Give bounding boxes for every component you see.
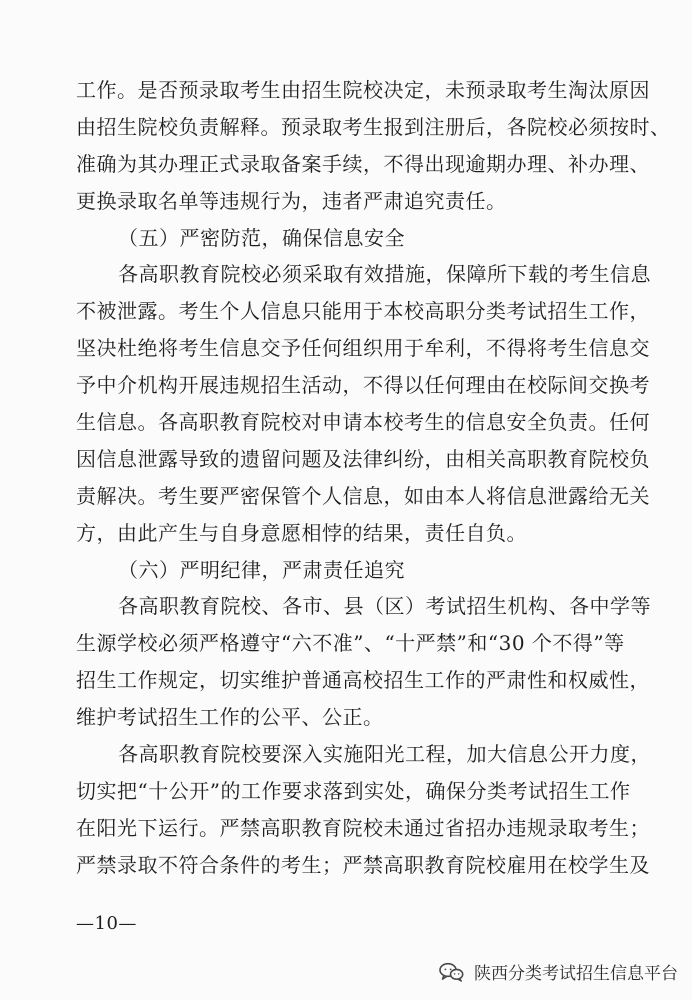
- text-line: 予中介机构开展违规招生活动，不得以任何理由在校际间交换考: [76, 373, 650, 398]
- section-heading: （五）严密防范，确保信息安全: [118, 225, 405, 250]
- text-line: 坚决杜绝将考生信息交予任何组织用于牟利，不得将考生信息交: [76, 336, 650, 361]
- text-line: 各高职教育院校必须采取有效措施，保障所下载的考生信息: [118, 262, 651, 287]
- text-line: 切实把“十公开”的工作要求落到实处，确保分类考试招生工作: [76, 778, 631, 803]
- document-body: [76, 72, 671, 884]
- text-line: 方，由此产生与自身意愿相悖的结果，责任自负。: [76, 520, 527, 545]
- text-line: 各高职教育院校要深入实施阳光工程，加大信息公开力度，: [118, 742, 651, 767]
- text-line: 生信息。各高职教育院校对申请本校考生的信息安全负责。任何: [76, 410, 650, 435]
- text-line: 工作。是否预录取考生由招生院校决定，未预录取考生淘汰原因: [76, 78, 650, 102]
- text-line: 维护考试招生工作的公平、公正。: [76, 705, 384, 730]
- text-line: 不被泄露。考生个人信息只能用于本校高职分类考试招生工作，: [76, 299, 650, 324]
- text-line: 由招生院校负责解释。预录取考生报到注册后，各院校必须按时、: [76, 114, 671, 139]
- section-heading: （六）严明纪律，严肃责任追究: [118, 557, 405, 582]
- wechat-watermark: [438, 959, 678, 984]
- text-line: 责解决。考生要严密保管个人信息，如由本人将信息泄露给无关: [76, 483, 650, 508]
- text-line: 因信息泄露导致的遗留问题及法律纠纷，由相关高职教育院校负: [76, 446, 650, 471]
- text-line: 生源学校必须严格遵守“六不准”、“十严禁”和“30 个不得”等: [76, 631, 625, 656]
- text-line: 准确为其办理正式录取备案手续，不得出现逾期办理、补办理、: [76, 151, 650, 176]
- text-line: 各高职教育院校、各市、县（区）考试招生机构、各中学等: [118, 594, 651, 619]
- watermark-text: 陕西分类考试招生信息平台: [474, 964, 678, 984]
- text-line: 更换录取名单等违规行为，违者严肃追究责任。: [76, 188, 507, 213]
- wechat-icon: [438, 961, 466, 983]
- text-line: 在阳光下运行。严禁高职教育院校未通过省招办违规录取考生；: [76, 815, 650, 840]
- text-line: 招生工作规定，切实维护普通高校招生工作的严肃性和权威性，: [76, 668, 650, 693]
- text-line: 严禁录取不符合条件的考生；严禁高职教育院校雇用在校学生及: [76, 852, 650, 877]
- page-number: —10—: [76, 913, 137, 934]
